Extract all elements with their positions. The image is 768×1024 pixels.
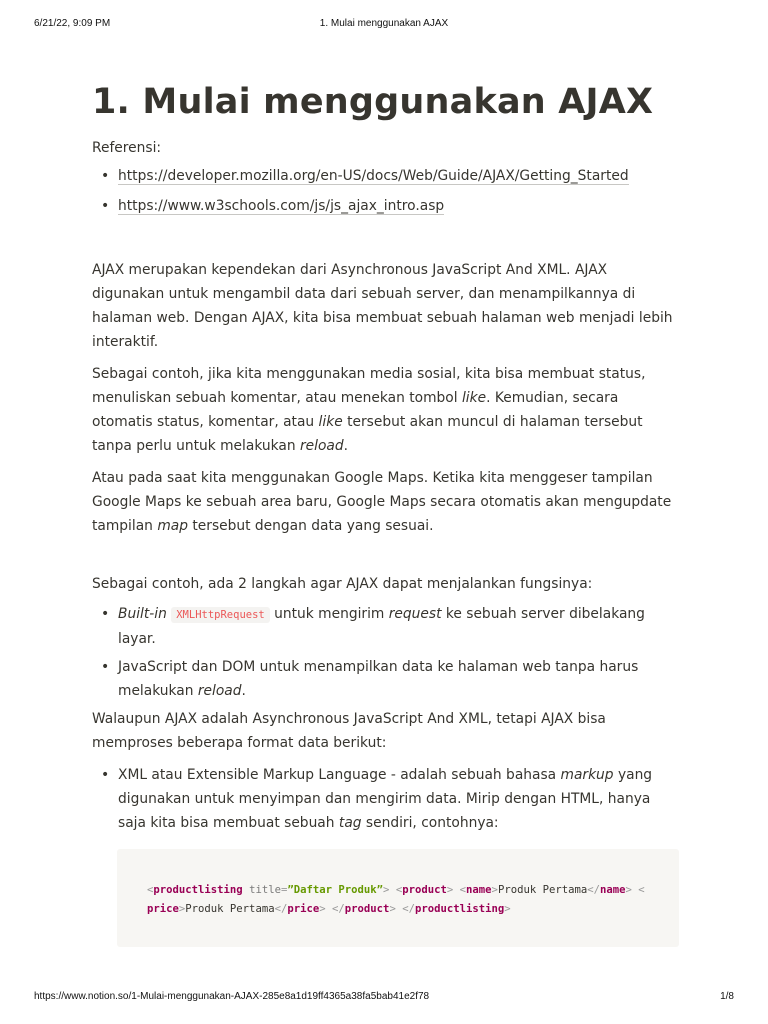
paragraph-ajax-definition: AJAX merupakan kependekan dari Asynchronous JavaScript And XML. AJAX digunakan untuk mengambil data dari sebuah server, dan menampilkannya di halaman web. Dengan AJAX, kita bisa membuat sebuah halaman web menjadi lebih interaktif. bbox=[92, 262, 673, 350]
xml-code-block: <productlisting title=”Daftar Produk”> <product> <name>Produk Pertama</name> <price>Produk Pertama</price> </product> </productlisting> bbox=[117, 849, 679, 947]
reference-link-mdn[interactable]: https://developer.mozilla.org/en-US/docs/Web/Guide/AJAX/Getting_Started bbox=[118, 168, 629, 184]
list-item: • Built-in XMLHttpRequest untuk mengirim request ke sebuah server dibelakang layar. bbox=[92, 602, 682, 651]
list-item: • XML atau Extensible Markup Language - adalah sebuah bahasa markup yang digunakan untuk menyimpan dan mengirim data. Mirip dengan HTML, hanya saja kita bisa membuat sebuah tag sendiri, contohnya: bbox=[92, 763, 682, 835]
print-datetime: 6/21/22, 9:09 PM bbox=[34, 18, 111, 29]
inline-code-xmlhttprequest: XMLHttpRequest bbox=[171, 607, 270, 623]
paragraph-social-media-example: Sebagai contoh, jika kita menggunakan media sosial, kita bisa membuat status, menuliskan sebuah komentar, atau menekan tombol like. Kemudian, secara otomatis status, komentar, atau like tersebut akan muncul di halaman tersebut tanpa perlu untuk melakukan reload. bbox=[92, 366, 646, 454]
bullet-icon: • bbox=[101, 767, 110, 783]
reference-item bbox=[92, 194, 682, 218]
page-title: 1. Mulai menggunakan AJAX bbox=[92, 82, 654, 122]
steps-list bbox=[92, 602, 682, 703]
paragraph-google-maps-example: Atau pada saat kita menggunakan Google Maps. Ketika kita menggeser tampilan Google Maps ke sebuah area baru, Google Maps secara otomatis akan mengupdate tampilan map tersebut dengan data yang sesuai. bbox=[92, 470, 672, 534]
print-doc-title: 1. Mulai menggunakan AJAX bbox=[319, 18, 449, 29]
reference-link-w3schools[interactable]: https://www.w3schools.com/js/js_ajax_intro.asp bbox=[118, 198, 445, 214]
bullet-icon: • bbox=[101, 606, 110, 622]
bullet-icon: • bbox=[101, 659, 110, 675]
print-url: https://www.notion.so/1-Mulai-menggunakan-AJAX-285e8a1d19ff4365a38fa5bab41e2f78 bbox=[34, 991, 430, 1002]
list-item: • JavaScript dan DOM untuk menampilkan data ke halaman web tanpa harus melakukan reload. bbox=[92, 655, 682, 703]
bullet-icon: • bbox=[101, 198, 110, 214]
formats-list bbox=[92, 763, 682, 835]
print-page-number: 1/8 bbox=[720, 991, 734, 1002]
referensi-label: Referensi: bbox=[92, 140, 162, 156]
bullet-icon: • bbox=[101, 168, 110, 184]
page-content bbox=[92, 78, 682, 947]
paragraph-formats-intro: Walaupun AJAX adalah Asynchronous JavaScript And XML, tetapi AJAX bisa memproses beberapa format data berikut: bbox=[92, 711, 606, 751]
reference-list bbox=[92, 164, 682, 218]
reference-item bbox=[92, 164, 682, 188]
paragraph-steps-intro: Sebagai contoh, ada 2 langkah agar AJAX dapat menjalankan fungsinya: bbox=[92, 576, 593, 592]
